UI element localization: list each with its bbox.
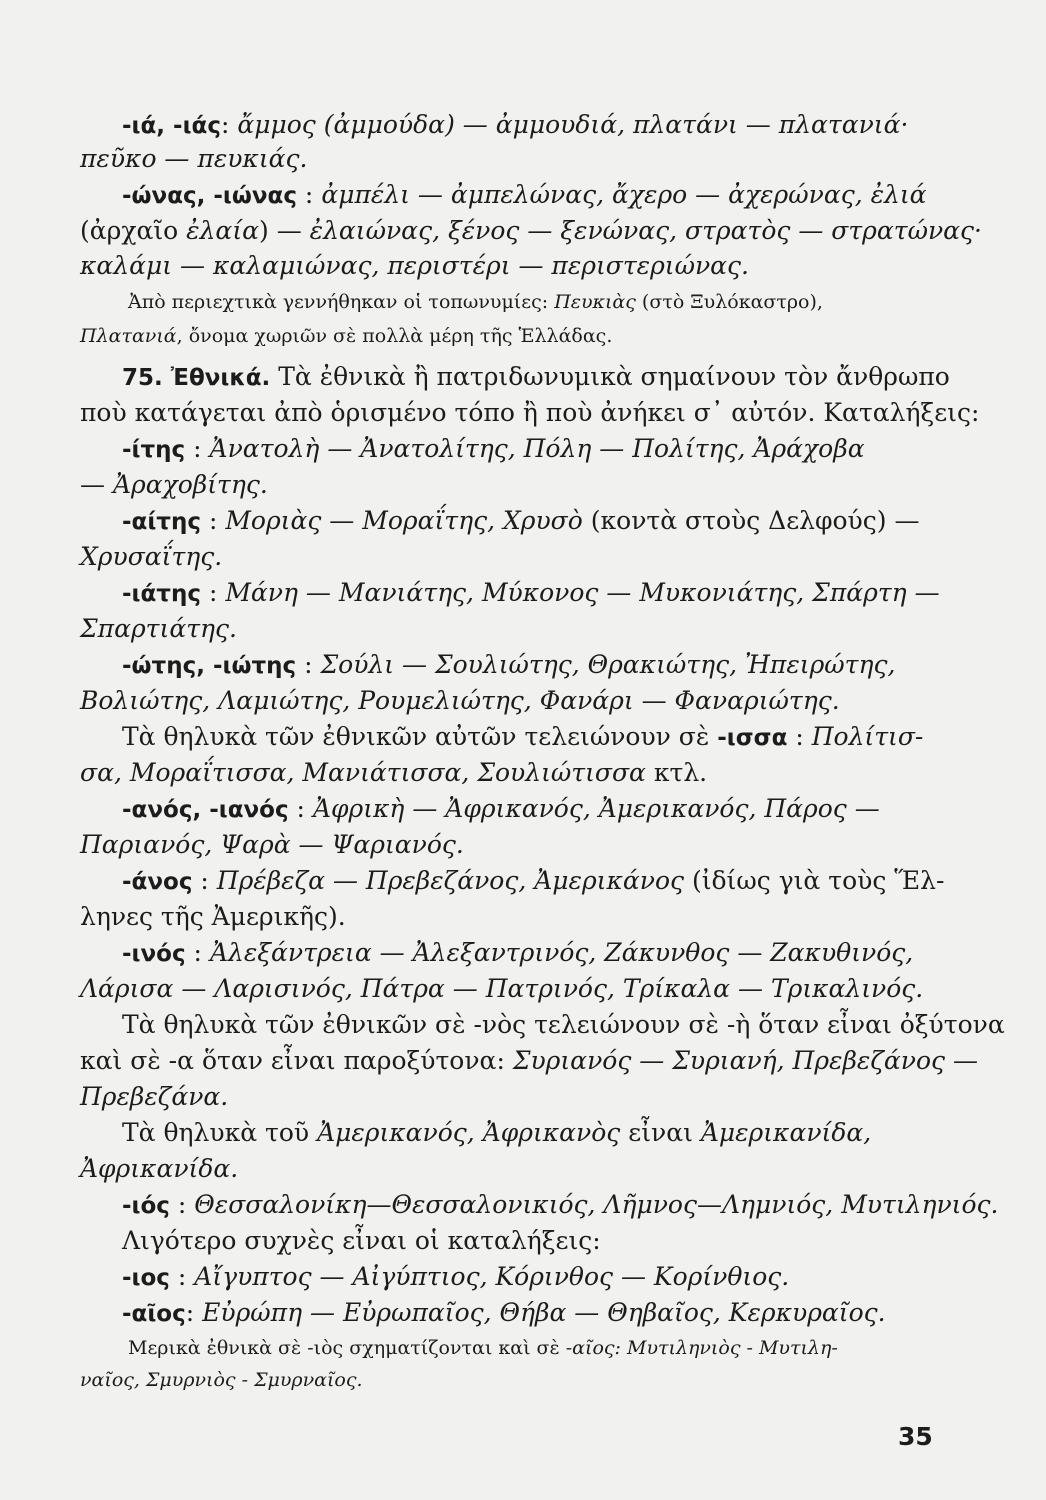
page-number: 35	[898, 1422, 933, 1451]
text-segment: Λάρισα — Λαρισινός, Πάτρα — Πατρινός, Τρίκαλα — Τρικαλινός.	[80, 974, 924, 1003]
text-line	[128, 288, 823, 316]
text-segment: Ἀφρικὴ — Ἀφρικανός, Ἀμερικανός, Πάρος —	[312, 794, 880, 823]
text-segment: , ὄνομα χωριῶν σὲ πολλὰ μέρη τῆς Ἑλλάδας.	[176, 325, 613, 347]
suffix-term: -ιά, -ιάς	[122, 113, 221, 139]
text-segment: ἀμπέλι — ἀμπελώνας, ἄχερο — ἀχερώνας, ἐλιά	[321, 180, 927, 209]
suffix-term: -ισσα	[717, 725, 788, 751]
text-segment: Πευκιὰς	[554, 291, 636, 313]
text-line	[80, 396, 979, 430]
text-segment: κτλ.	[645, 758, 708, 787]
suffix-term: -ιάτης	[122, 581, 201, 607]
text-segment: (ἀρχαῖο	[80, 216, 187, 245]
text-segment: (κοντὰ στοὺς Δελφούς) —	[582, 506, 920, 535]
text-line	[80, 972, 923, 1006]
text-line	[122, 1188, 998, 1223]
text-segment: (στὸ Ξυλόκαστρο),	[635, 291, 823, 313]
text-line	[122, 792, 880, 827]
text-segment: Συριανός — Συριανή, Πρεβεζάνος —	[512, 1046, 978, 1075]
suffix-term: -άνος	[122, 869, 193, 895]
text-segment: Πλατανιά	[80, 325, 177, 347]
text-segment: :	[185, 938, 210, 967]
text-segment: Ἀμερικανός, Ἀφρικανὸς	[317, 1118, 621, 1147]
text-segment: Ἀμερικανίδα,	[700, 1118, 872, 1147]
text-line	[80, 828, 464, 862]
text-segment: Πρέβεζα — Πρεβεζάνος, Ἀμερικάνος	[216, 866, 684, 895]
text-segment: :	[201, 578, 226, 607]
suffix-term: -ανός, -ιανός	[122, 797, 289, 823]
text-line	[122, 1296, 886, 1331]
text-segment: πεῦκο — πευκιάς.	[80, 144, 308, 173]
text-segment: :	[201, 506, 226, 535]
text-segment: σα, Μοραΐτισσα, Μανιάτισσα, Σουλιώτισσα	[80, 758, 646, 787]
text-segment: Μάνη — Μανιάτης, Μύκονος — Μυκονιάτης, Σπάρτη —	[225, 578, 940, 607]
text-line	[122, 1224, 601, 1258]
suffix-term: -αῖος	[122, 1301, 186, 1327]
text-line	[80, 249, 749, 283]
text-segment: :	[296, 650, 321, 679]
text-segment: -αῖος: Μυτιληνιὸς - Μυτιλη-	[565, 1337, 838, 1359]
text-segment: :	[185, 434, 210, 463]
suffix-term: -ινός	[122, 941, 186, 967]
suffix-term: -ώνας, -ιώνας	[122, 183, 297, 209]
text-line	[80, 756, 707, 790]
text-segment: Μοριὰς — Μοραΐτης, Χρυσὸ	[225, 506, 583, 535]
text-segment: καὶ σὲ -α ὅταν εἶναι παροξύτονα:	[80, 1046, 513, 1075]
text-line	[80, 1044, 978, 1078]
text-line	[122, 504, 919, 539]
text-segment: ναῖος, Σμυρνιὸς - Σμυρναῖος.	[80, 1369, 363, 1391]
text-line	[122, 1008, 1005, 1042]
text-line	[80, 322, 612, 350]
text-segment: :	[185, 1298, 203, 1327]
text-line	[80, 1366, 363, 1394]
text-segment: καλάμι — καλαμιώνας, περιστέρι — περιστεριώνας.	[80, 251, 749, 280]
text-line	[80, 612, 237, 646]
text-line	[80, 1080, 228, 1114]
text-line	[122, 576, 940, 611]
text-segment: Ἀπὸ περιεχτικὰ γεννήθηκαν οἱ τοπωνυμίες:	[128, 291, 555, 313]
text-segment: εἶναι	[620, 1118, 701, 1147]
text-segment: ) —	[259, 216, 310, 245]
text-segment: ποὺ κατάγεται ἀπὸ ὁρισμένο τόπο ἢ ποὺ ἀνήκει σ᾿ αὐτόν. Καταλήξεις:	[80, 398, 980, 427]
text-segment: Εὐρώπη — Εὐρωπαῖος, Θήβα — Θηβαῖος, Κερκυραῖος.	[202, 1298, 886, 1327]
text-line	[122, 360, 950, 395]
text-segment: :	[192, 866, 217, 895]
suffix-term: -ιος	[122, 1265, 170, 1291]
text-segment: (ἰδίως γιὰ τοὺς Ἕλ-	[684, 866, 945, 895]
text-segment: Τὰ θηλυκὰ τοῦ	[122, 1118, 318, 1147]
text-segment: :	[169, 1262, 195, 1291]
text-line	[122, 648, 895, 683]
text-segment: Τὰ θηλυκὰ τῶν ἐθνικῶν σὲ -νὸς τελειώνουν σὲ -ὴ ὅταν εἶναι ὀξύτονα	[122, 1010, 1005, 1039]
text-line	[80, 142, 307, 176]
text-segment: Θεσσαλονίκη—Θεσσαλονικιός, Λῆμνος—Λημνιός, Μυτιληνιός.	[194, 1190, 999, 1219]
text-segment: Λιγότερο συχνὲς εἶναι οἱ καταλήξεις:	[122, 1226, 601, 1255]
text-segment: ἄμμος (ἀμμούδα) — ἀμμουδιά, πλατάνι — πλατανιά·	[237, 110, 909, 139]
suffix-term: -ίτης	[122, 437, 186, 463]
text-segment: :	[221, 110, 238, 139]
text-segment: Ἀραχοβίτης.	[112, 470, 268, 499]
text-line	[122, 864, 944, 899]
text-segment: ληνες τῆς Ἀμερικῆς).	[80, 902, 346, 931]
text-segment: Μερικὰ ἐθνικὰ σὲ -ιὸς σχηματίζονται καὶ σὲ	[128, 1337, 566, 1359]
text-segment: :	[787, 722, 812, 751]
text-line	[80, 468, 268, 502]
text-segment: Σπαρτιάτης.	[80, 614, 237, 643]
text-line	[80, 900, 346, 934]
text-segment: ἐλαιώνας, ξένος — ξενώνας, στρατὸς — στρατώνας·	[309, 216, 983, 245]
text-line	[80, 1152, 238, 1186]
text-segment: Πρεβεζάνα.	[80, 1082, 229, 1111]
text-segment: :	[169, 1190, 195, 1219]
text-segment: Ἀλεξάντρεια — Ἀλεξαντρινός, Ζάκυνθος — Ζακυθινός,	[209, 938, 914, 967]
text-segment: Ἀνατολὴ — Ἀνατολίτης, Πόλη — Πολίτης, Ἀράχοβα	[209, 434, 865, 463]
suffix-term: -ώτης, -ιώτης	[122, 653, 297, 679]
text-segment: ἐλαία	[186, 216, 259, 245]
text-line	[80, 214, 982, 248]
text-segment: Πολίτισ-	[811, 722, 924, 751]
text-segment: Παριανός, Ψαρὰ — Ψαριανός.	[80, 830, 464, 859]
text-segment: —	[80, 470, 113, 499]
text-segment: :	[288, 794, 313, 823]
suffix-term: -αίτης	[122, 509, 201, 535]
text-line	[80, 540, 222, 574]
text-segment: Τὰ θηλυκὰ τῶν ἐθνικῶν αὐτῶν τελειώνουν σὲ	[122, 722, 718, 751]
text-line	[80, 684, 840, 718]
text-line	[122, 720, 923, 755]
text-segment: :	[296, 180, 322, 209]
text-segment: Σούλι — Σουλιώτης, Θρακιώτης, Ἠπειρώτης,	[320, 650, 896, 679]
text-line	[122, 1260, 789, 1295]
section-heading: 75. Ἐθνικά.	[122, 365, 271, 391]
text-line	[122, 936, 913, 971]
text-segment: Ἀφρικανίδα.	[80, 1154, 239, 1183]
text-line	[128, 1334, 838, 1362]
text-line	[122, 108, 908, 143]
text-segment: Τὰ ἐθνικὰ ἢ πατριδωνυμικὰ σημαίνουν τὸν ἄνθρωπο	[270, 362, 950, 391]
text-line	[122, 1116, 871, 1150]
text-line	[122, 178, 927, 213]
text-segment: Χρυσαΐτης.	[80, 542, 223, 571]
text-segment: Βολιώτης, Λαμιώτης, Ρουμελιώτης, Φανάρι — Φαναριώτης.	[80, 686, 840, 715]
text-line	[122, 432, 865, 467]
text-segment: Αἴγυπτος — Αἰγύπτιος, Κόρινθος — Κορίνθιος.	[194, 1262, 790, 1291]
suffix-term: -ιός	[122, 1193, 170, 1219]
